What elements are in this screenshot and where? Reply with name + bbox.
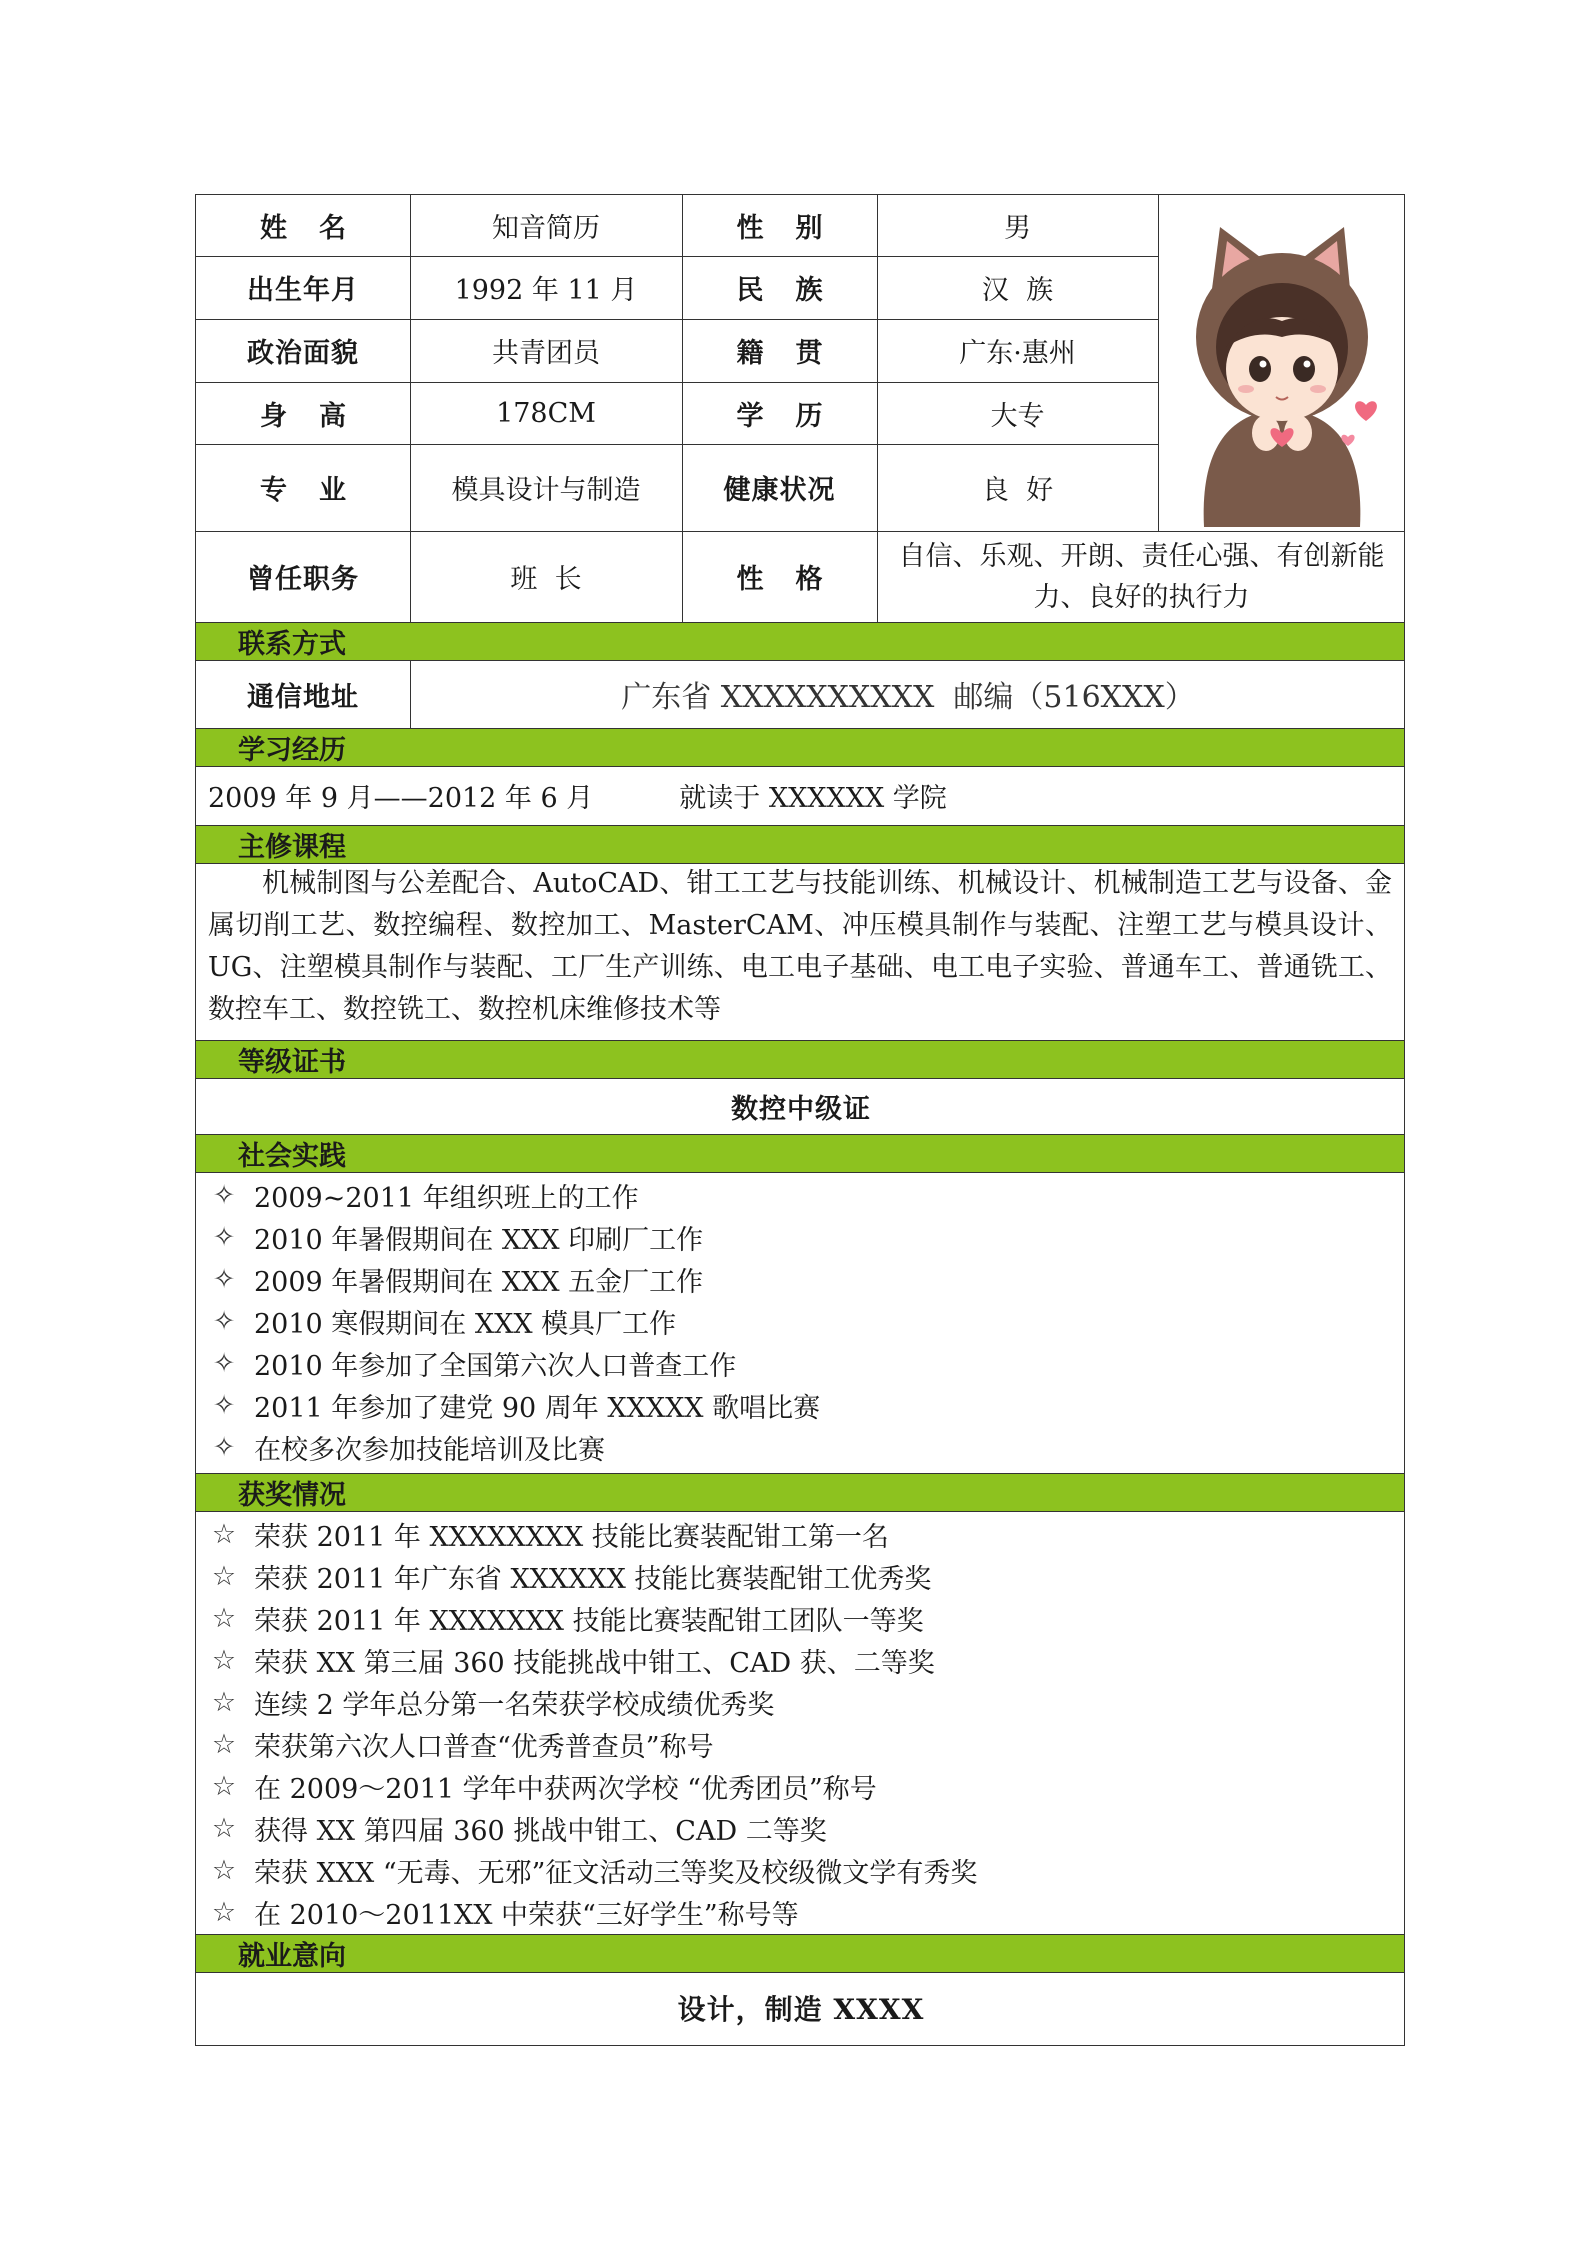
avatar-cartoon-icon — [1160, 197, 1404, 530]
contact-band — [196, 622, 1404, 660]
list-item — [196, 1849, 1404, 1891]
list-item-text: 连续 2 学年总分第一名荣获学校成绩优秀奖 — [254, 1689, 775, 1721]
list-item — [196, 1174, 1404, 1216]
health-value: 良 好 — [981, 475, 1054, 506]
list-item — [196, 1597, 1404, 1639]
address-label: 通信地址 — [247, 681, 359, 713]
bullet-icon: ☆ — [211, 1686, 237, 1718]
list-item-text: 2009~2011 年组织班上的工作 — [254, 1182, 639, 1214]
practice-list — [196, 1174, 1404, 1468]
name-value: 知音简历 — [492, 213, 600, 244]
list-item — [196, 1807, 1404, 1849]
list-item-text: 在 2010～2011XX 中荣获“三好学生”称号等 — [254, 1899, 799, 1931]
list-item — [196, 1723, 1404, 1765]
education-period: 2009 年 9 月——2012 年 6 月 — [208, 783, 594, 814]
grid-line — [196, 622, 1404, 623]
awards-list — [196, 1513, 1404, 1933]
political-value: 共青团员 — [492, 338, 600, 369]
list-item-text: 荣获第六次人口普查“优秀普查员”称号 — [254, 1731, 714, 1763]
list-item — [196, 1216, 1404, 1258]
bullet-icon: ✧ — [212, 1221, 236, 1253]
list-item-text: 2011 年参加了建党 90 周年 XXXXX 歌唱比赛 — [254, 1392, 821, 1424]
gender-label: 性别 — [736, 213, 855, 244]
address-value: 广东省 XXXXXXXXXX 邮编（516XXX） — [621, 680, 1195, 715]
intention-title: 就业意向 — [238, 1940, 346, 1972]
list-item-text: 在 2009～2011 学年中获两次学校 “优秀团员”称号 — [254, 1773, 877, 1805]
grid-line — [196, 1134, 1404, 1135]
bullet-icon: ☆ — [211, 1812, 237, 1844]
list-item — [196, 1384, 1404, 1426]
list-item — [196, 1258, 1404, 1300]
ethnicity-label: 民族 — [736, 275, 855, 306]
list-item-text: 荣获 2011 年广东省 XXXXXX 技能比赛装配钳工优秀奖 — [254, 1563, 932, 1595]
education-value: 大专 — [990, 400, 1045, 432]
gender-value: 男 — [1004, 213, 1031, 244]
bullet-icon: ✧ — [212, 1263, 236, 1295]
awards-title: 获奖情况 — [238, 1479, 346, 1511]
practice-band — [196, 1134, 1404, 1172]
health-label: 健康状况 — [723, 475, 836, 506]
bullet-icon: ☆ — [211, 1644, 237, 1676]
bullet-icon: ✧ — [212, 1389, 236, 1421]
education-row — [208, 766, 947, 825]
resume-table — [195, 194, 1405, 2046]
bullet-icon: ✧ — [212, 1305, 236, 1337]
list-item-text: 2010 年参加了全国第六次人口普查工作 — [254, 1350, 737, 1382]
list-item-text: 2009 年暑假期间在 XXX 五金厂工作 — [254, 1266, 704, 1298]
list-item-text: 在校多次参加技能培训及比赛 — [254, 1434, 605, 1466]
list-item — [196, 1765, 1404, 1807]
birth-label: 出生年月 — [247, 275, 359, 306]
list-item-text: 2010 寒假期间在 XXX 模具厂工作 — [254, 1308, 677, 1340]
political-label: 政治面貌 — [247, 338, 359, 369]
list-item-text: 荣获 XXX “无毒、无邪”征文活动三等奖及校级微文学有秀奖 — [254, 1857, 978, 1889]
list-item — [196, 1555, 1404, 1597]
list-item — [196, 1300, 1404, 1342]
bullet-icon: ☆ — [211, 1854, 237, 1886]
list-item-text: 荣获 2011 年 XXXXXXXX 技能比赛装配钳工第一名 — [254, 1521, 889, 1553]
name-label: 姓名 — [260, 213, 378, 244]
courses-text: 机械制图与公差配合、AutoCAD、钳工工艺与技能训练、机械设计、机械制造工艺与设备、金属切削工艺、数控编程、数控加工、MasterCAM、冲压模具制作与装配、注塑工艺与模具设计、UG、注塑模具制作与装配、工厂生产训练、电工电子基础、电工电子实验、普通车工、普通铣工、数控车工、数控铣工、数控机床维修技术等 — [208, 868, 1392, 1025]
list-item — [196, 1681, 1404, 1723]
bullet-icon: ☆ — [211, 1896, 237, 1928]
origin-label: 籍贯 — [736, 338, 855, 369]
list-item-text: 2010 年暑假期间在 XXX 印刷厂工作 — [254, 1224, 704, 1256]
grid-line — [196, 1511, 1404, 1512]
practice-title: 社会实践 — [238, 1140, 346, 1172]
grid-line — [196, 825, 1404, 826]
education-label: 学历 — [736, 400, 855, 432]
bullet-icon: ☆ — [211, 1770, 237, 1802]
bullet-icon: ✧ — [212, 1347, 236, 1379]
height-label: 身高 — [260, 400, 378, 432]
intention-band — [196, 1934, 1404, 1972]
birth-value: 1992 年 11 月 — [454, 275, 638, 306]
list-item — [196, 1342, 1404, 1384]
bullet-icon: ☆ — [211, 1728, 237, 1760]
height-value: 178CM — [496, 397, 596, 429]
grid-line — [1158, 195, 1159, 531]
list-item — [196, 1513, 1404, 1555]
grid-line — [196, 1040, 1404, 1041]
list-item — [196, 1891, 1404, 1933]
list-item-text: 荣获 XX 第三届 360 技能挑战中钳工、CAD 获、二等奖 — [254, 1647, 935, 1679]
education-band — [196, 728, 1404, 766]
certificate-value: 数控中级证 — [731, 1093, 871, 1125]
bullet-icon: ☆ — [211, 1602, 237, 1634]
bullet-icon: ✧ — [212, 1431, 236, 1463]
education-title: 学习经历 — [238, 734, 346, 766]
position-label: 曾任职务 — [247, 564, 359, 595]
education-school: 就读于 XXXXXX 学院 — [679, 783, 947, 814]
certificate-title: 等级证书 — [238, 1046, 346, 1078]
grid-line — [196, 1473, 1404, 1474]
list-item-text: 荣获 2011 年 XXXXXXX 技能比赛装配钳工团队一等奖 — [254, 1605, 924, 1637]
bullet-icon: ☆ — [211, 1518, 237, 1550]
list-item-text: 获得 XX 第四届 360 挑战中钳工、CAD 二等奖 — [254, 1815, 827, 1847]
list-item — [196, 1639, 1404, 1681]
bullet-icon: ☆ — [211, 1560, 237, 1592]
grid-line — [196, 728, 1404, 729]
major-value: 模具设计与制造 — [451, 475, 641, 506]
contact-title: 联系方式 — [238, 628, 346, 660]
courses-band — [196, 825, 1404, 863]
character-label: 性格 — [736, 564, 855, 595]
awards-band — [196, 1473, 1404, 1511]
position-value: 班 长 — [510, 564, 582, 595]
certificate-band — [196, 1040, 1404, 1078]
grid-line — [196, 1172, 1404, 1173]
intention-value: 设计，制造 XXXX — [677, 1993, 925, 2026]
character-value: 自信、乐观、开朗、责任心强、有创新能力、良好的执行力 — [898, 540, 1385, 613]
courses-title: 主修课程 — [238, 831, 346, 863]
origin-value: 广东·惠州 — [959, 338, 1076, 369]
list-item — [196, 1426, 1404, 1468]
ethnicity-value: 汉 族 — [981, 275, 1054, 306]
bullet-icon: ✧ — [212, 1179, 236, 1211]
grid-line — [196, 1934, 1404, 1935]
profile-photo — [1160, 197, 1404, 530]
major-label: 专业 — [260, 475, 378, 506]
